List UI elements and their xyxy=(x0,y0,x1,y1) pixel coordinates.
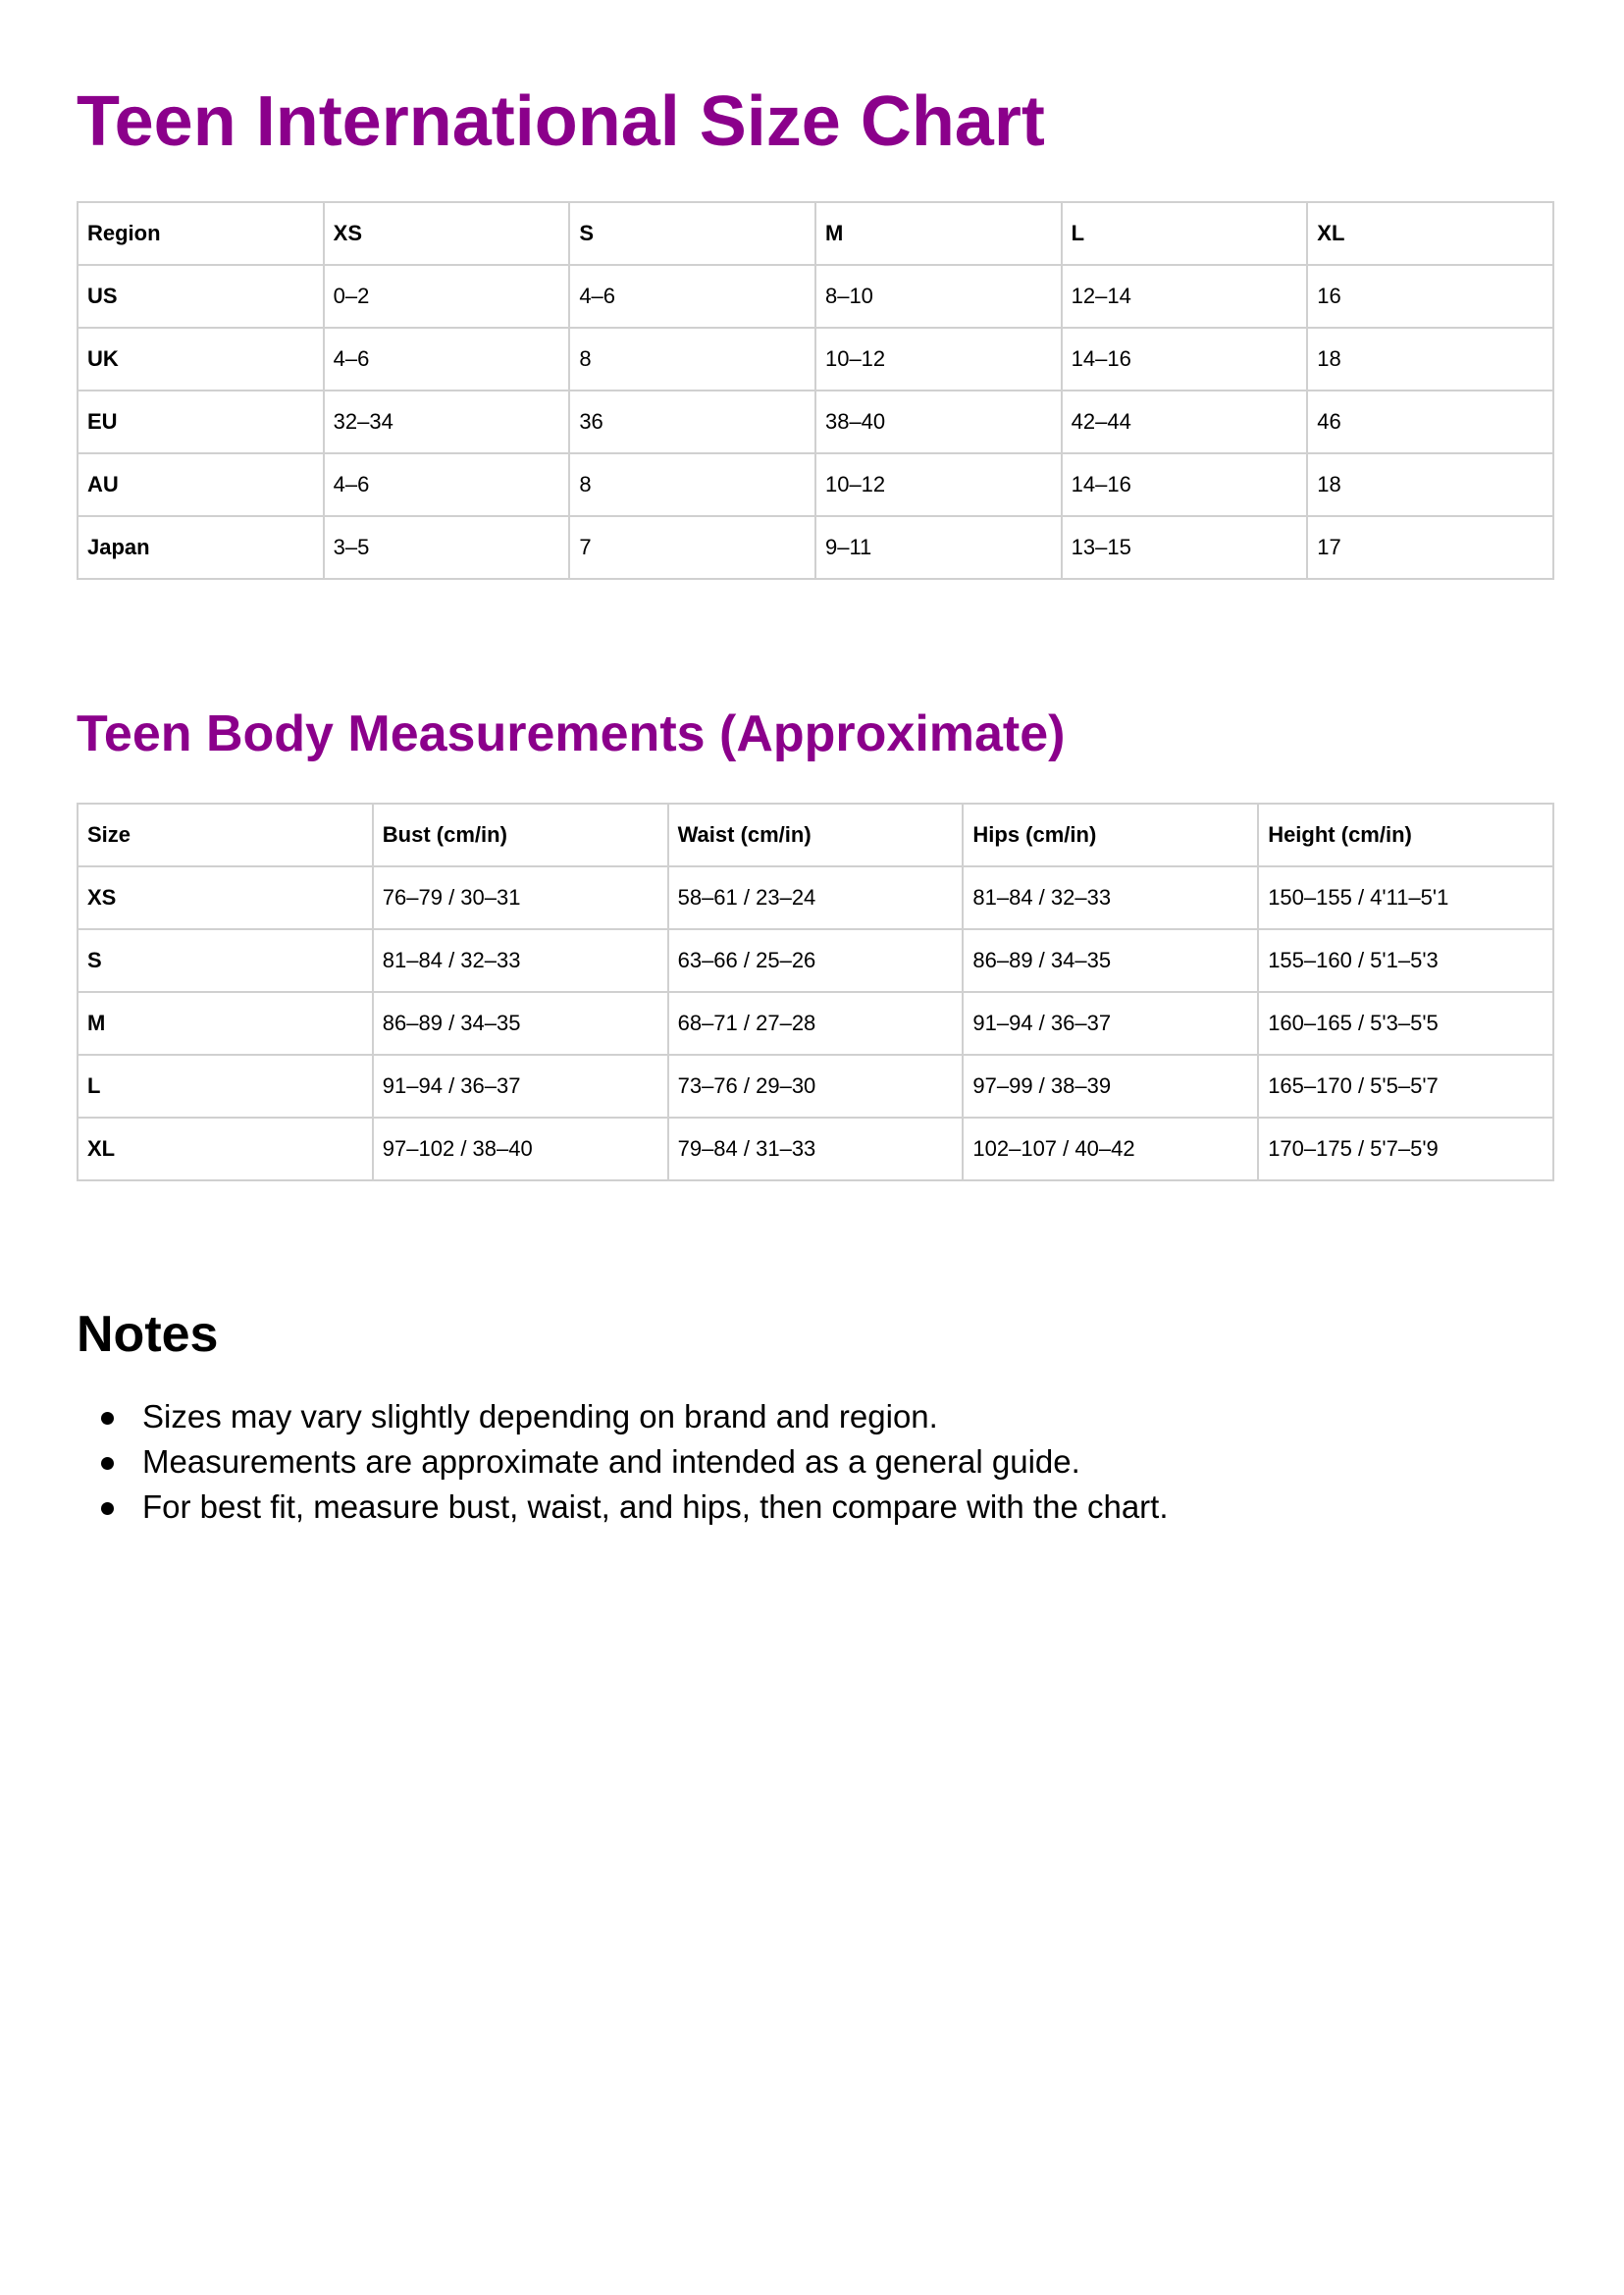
list-item xyxy=(77,1394,1169,1439)
row-header: Japan xyxy=(78,516,324,579)
row-header: EU xyxy=(78,391,324,453)
bullet-icon xyxy=(101,1412,114,1425)
table-cell: 0–2 xyxy=(324,265,570,328)
table-cell: 42–44 xyxy=(1062,391,1308,453)
row-header: XL xyxy=(78,1118,373,1180)
table-cell: 14–16 xyxy=(1062,328,1308,391)
row-header: UK xyxy=(78,328,324,391)
table-cell: 9–11 xyxy=(815,516,1062,579)
table-cell: 58–61 / 23–24 xyxy=(668,866,964,929)
table-row xyxy=(78,328,1553,391)
table-cell: 4–6 xyxy=(569,265,815,328)
column-header: L xyxy=(1062,202,1308,265)
table-cell: 46 xyxy=(1307,391,1553,453)
column-header: S xyxy=(569,202,815,265)
table-cell: 68–71 / 27–28 xyxy=(668,992,964,1055)
table-cell: 14–16 xyxy=(1062,453,1308,516)
table-cell: 18 xyxy=(1307,453,1553,516)
notes-list xyxy=(77,1394,1169,1530)
table-cell: 10–12 xyxy=(815,328,1062,391)
table-row xyxy=(78,866,1553,929)
row-header: M xyxy=(78,992,373,1055)
list-item xyxy=(77,1485,1169,1530)
column-header: Bust (cm/in) xyxy=(373,804,668,866)
table-cell: 8 xyxy=(569,328,815,391)
column-header: XS xyxy=(324,202,570,265)
table-row xyxy=(78,1118,1553,1180)
bullet-icon xyxy=(101,1457,114,1470)
row-header: S xyxy=(78,929,373,992)
table-cell: 8 xyxy=(569,453,815,516)
table-cell: 4–6 xyxy=(324,328,570,391)
row-header: AU xyxy=(78,453,324,516)
column-header: Size xyxy=(78,804,373,866)
note-text: Sizes may vary slightly depending on brand and region. xyxy=(142,1398,938,1434)
table-cell: 81–84 / 32–33 xyxy=(373,929,668,992)
table-cell: 91–94 / 36–37 xyxy=(373,1055,668,1118)
table-cell: 3–5 xyxy=(324,516,570,579)
table-row xyxy=(78,1055,1553,1118)
table-row xyxy=(78,453,1553,516)
table-cell: 150–155 / 4'11–5'1 xyxy=(1258,866,1553,929)
table-cell: 81–84 / 32–33 xyxy=(963,866,1258,929)
table-cell: 38–40 xyxy=(815,391,1062,453)
table-cell: 13–15 xyxy=(1062,516,1308,579)
list-item xyxy=(77,1439,1169,1485)
note-text: For best fit, measure bust, waist, and hips, then compare with the chart. xyxy=(142,1488,1169,1525)
table-cell: 7 xyxy=(569,516,815,579)
table-row xyxy=(78,265,1553,328)
table-cell: 170–175 / 5'7–5'9 xyxy=(1258,1118,1553,1180)
table-cell: 86–89 / 34–35 xyxy=(963,929,1258,992)
measurements-table xyxy=(77,803,1554,1181)
table-cell: 36 xyxy=(569,391,815,453)
table-cell: 155–160 / 5'1–5'3 xyxy=(1258,929,1553,992)
column-header: M xyxy=(815,202,1062,265)
table-cell: 16 xyxy=(1307,265,1553,328)
table-cell: 165–170 / 5'5–5'7 xyxy=(1258,1055,1553,1118)
table-cell: 160–165 / 5'3–5'5 xyxy=(1258,992,1553,1055)
column-header: Hips (cm/in) xyxy=(963,804,1258,866)
table-cell: 32–34 xyxy=(324,391,570,453)
table-cell: 18 xyxy=(1307,328,1553,391)
note-text: Measurements are approximate and intended as a general guide. xyxy=(142,1443,1080,1480)
row-header: US xyxy=(78,265,324,328)
table-cell: 10–12 xyxy=(815,453,1062,516)
table-cell: 97–102 / 38–40 xyxy=(373,1118,668,1180)
table-cell: 76–79 / 30–31 xyxy=(373,866,668,929)
table-cell: 63–66 / 25–26 xyxy=(668,929,964,992)
table-cell: 4–6 xyxy=(324,453,570,516)
table-cell: 102–107 / 40–42 xyxy=(963,1118,1258,1180)
table-cell: 73–76 / 29–30 xyxy=(668,1055,964,1118)
table-cell: 97–99 / 38–39 xyxy=(963,1055,1258,1118)
table-cell: 17 xyxy=(1307,516,1553,579)
table-row xyxy=(78,992,1553,1055)
table-row xyxy=(78,929,1553,992)
table-row xyxy=(78,391,1553,453)
table-header-row xyxy=(78,202,1553,265)
column-header: Height (cm/in) xyxy=(1258,804,1553,866)
measurements-heading: Teen Body Measurements (Approximate) xyxy=(77,705,1066,762)
column-header: Region xyxy=(78,202,324,265)
column-header: Waist (cm/in) xyxy=(668,804,964,866)
table-cell: 8–10 xyxy=(815,265,1062,328)
size-chart-table xyxy=(77,201,1554,580)
table-cell: 79–84 / 31–33 xyxy=(668,1118,964,1180)
column-header: XL xyxy=(1307,202,1553,265)
page-title: Teen International Size Chart xyxy=(77,82,1045,161)
row-header: XS xyxy=(78,866,373,929)
table-cell: 91–94 / 36–37 xyxy=(963,992,1258,1055)
notes-heading: Notes xyxy=(77,1306,219,1363)
table-cell: 86–89 / 34–35 xyxy=(373,992,668,1055)
table-row xyxy=(78,516,1553,579)
row-header: L xyxy=(78,1055,373,1118)
table-cell: 12–14 xyxy=(1062,265,1308,328)
table-header-row xyxy=(78,804,1553,866)
bullet-icon xyxy=(101,1502,114,1515)
